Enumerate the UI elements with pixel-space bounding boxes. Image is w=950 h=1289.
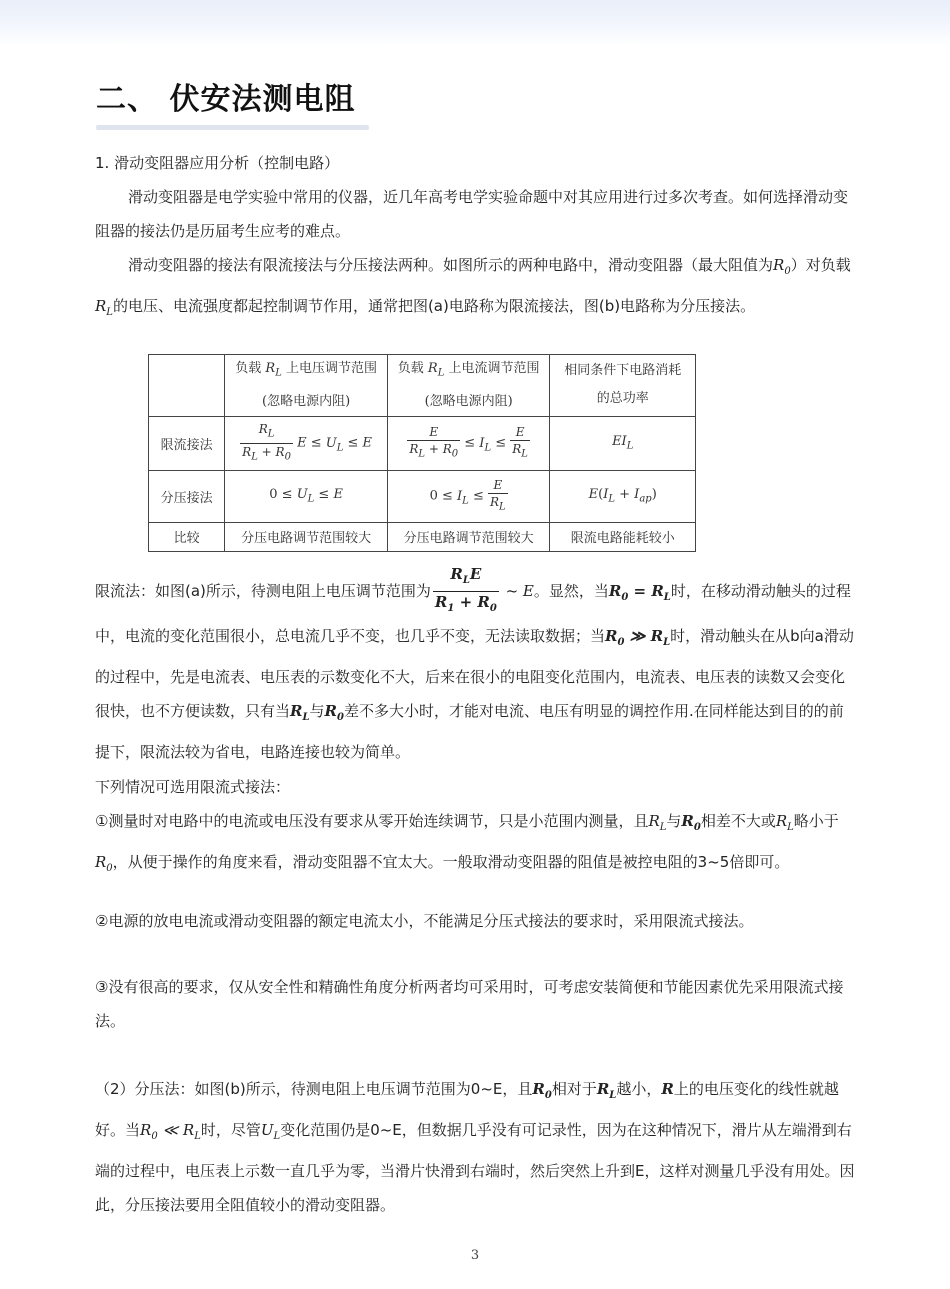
table-row-label: 比较 (149, 522, 225, 551)
page-title: 二、 伏安法测电阻 (96, 82, 356, 117)
page-top-band (0, 0, 950, 46)
table-formula-cell: $0 \le U_L \le E$ (225, 470, 388, 522)
table-header-cell: 负载 $R_L$ 上电流调节范围 (忽略电源内阻) (387, 355, 550, 417)
table-cell: 限流电路能耗较小 (550, 522, 696, 551)
table-row (149, 522, 696, 551)
condition-item-1: ①测量时对电路中的电流或电压没有要求从零开始连续调节，只是小范围内测量，且$R_L$与$R_0$相差不大或$R_L$略小于$R_0$，从便于操作的角度来看，滑动变阻器不宜太大。一般取滑动变阻器的阻值是被控电阻的3~5倍即可。 (95, 812, 839, 874)
table-cell: 分压电路调节范围较大 (225, 522, 388, 551)
table-cell (149, 355, 225, 417)
conditions-intro: 下列情况可选用限流式接法： (95, 778, 291, 796)
table-header-cell: 相同条件下电路消耗 的总功率 (550, 355, 696, 417)
table-cell: 分压电路调节范围较大 (387, 522, 550, 551)
section-title: 1. 滑动变阻器应用分析（控制电路） (95, 154, 340, 172)
condition-item-3: ③没有很高的要求，仅从安全性和精确性角度分析两者均可采用时，可考虑安装简便和节能因素优先采用限流式接法。 (95, 978, 844, 1030)
table-row (149, 416, 696, 470)
intro-paragraph: 滑动变阻器是电学实验中常用的仪器，近几年高考电学实验命题中对其应用进行过多次考查。如何选择滑动变阻器的接法仍是历届考生应考的难点。 (95, 188, 849, 240)
table-row-label: 分压接法 (149, 470, 225, 522)
table-formula-cell: $0 \le I_L$ ≤ $\frac{E}{R_L}$ (387, 470, 550, 522)
table-formula-cell: $\frac{E}{R_L + R_0}$ ≤ $I_L$ ≤ $\frac{E}{R_L}$ (387, 416, 550, 470)
table-formula-cell: $EI_L$ (550, 416, 696, 470)
limit-method-paragraph: 限流法：如图(a)所示，待测电阻上电压调节范围为 $\frac{R_LE}{R_1 + R_0}$ ~ E。显然，当$R_0 = R_L$时，在移动滑动触头的过程中，电流的变化范围很小，总电流几乎不变，也几乎不变，无法读取数据；当$R_0$ ≫ $R_L$时，滑动触头在从b向a滑动的过程中，先是电流表、电压表的示数变化不大，后来在很小的电阻变化范围内，电流表、电压表的读数又会变化很快，也不方便读数，只有当$R_L$与$R_0$差不多大小时，才能对电流、电压有明显的调控作用.在同样能达到目的的前提下，限流法较为省电，电路连接也较为简单。 (95, 565, 854, 761)
table-row-label: 限流接法 (149, 416, 225, 470)
table-header-cell: 负载 $R_L$ 上电压调节范围 (忽略电源内阻) (225, 355, 388, 417)
divider-method-paragraph: （2）分压法：如图(b)所示，待测电阻上电压调节范围为0~E，且$R_0$相对于$R_L$越小，R上的电压变化的线性就越好。当$R_0$ ≪ $R_L$时，尽管$U_L$变化范围仍是0~E，但数据几乎没有可记录性，因为在这种情况下，滑片从左端滑到右端的过程中，电压表上示数一直几乎为零，当滑片快滑到右端时，然后突然上升到E，这样对测量几乎没有用处。因此，分压接法要用全阻值较小的滑动变阻器。 (95, 1080, 855, 1214)
table-formula-cell: $E(I_L + I_{ap})$ (550, 470, 696, 522)
methods-paragraph: 滑动变阻器的接法有限流接法与分压接法两种。如图所示的两种电路中，滑动变阻器（最大阻值为$R_0$）对负载$R_L$的电压、电流强度都起控制调节作用，通常把图(a)电路称为限流接法，图(b)电路称为分压接法。 (95, 256, 851, 318)
table-row (149, 355, 696, 417)
comparison-table (148, 354, 696, 552)
table-formula-cell: $\frac{R_L}{R_L + R_0}$ $E \le U_L \le E$ (225, 416, 388, 470)
page-number: 3 (470, 1248, 480, 1263)
table-row (149, 470, 696, 522)
condition-item-2: ②电源的放电电流或滑动变阻器的额定电流太小，不能满足分压式接法的要求时，采用限流式接法。 (95, 912, 754, 930)
title-underline (96, 125, 369, 130)
